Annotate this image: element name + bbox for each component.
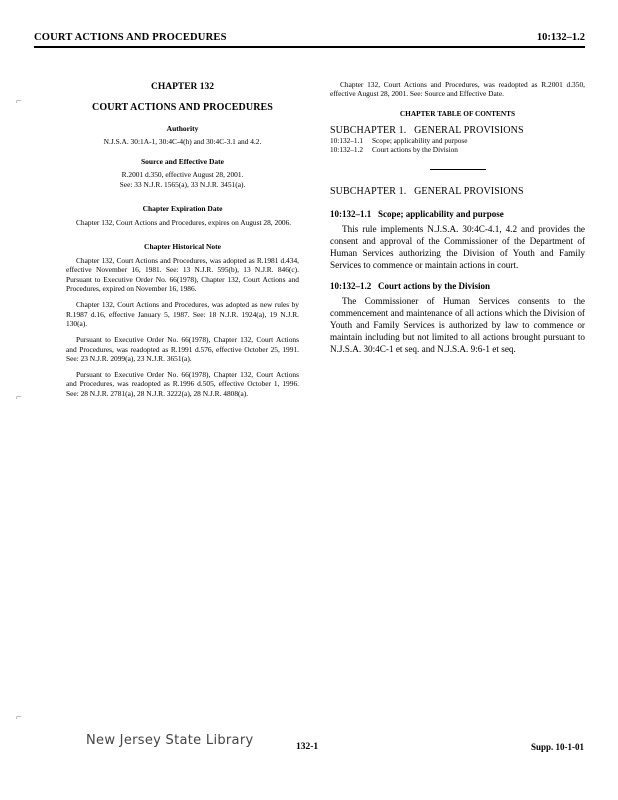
source-line: See: 33 N.J.R. 1565(a), 33 N.J.R. 3451(a).	[119, 179, 246, 189]
toc-entry-number: 10:132–1.2	[330, 144, 364, 154]
toc-entry-title: Scope; applicability and purpose	[372, 135, 468, 145]
toc-title: CHAPTER TABLE OF CONTENTS	[399, 108, 516, 118]
historical-note-paragraph: Chapter 132, Court Actions and Procedures, was adopted as new rules by R.1987 d.16, effective January 5, 1987. See: 18 N.J.R. 1924(a), 19 N.J.R. 130(a).	[66, 300, 299, 328]
expiration-text: Chapter 132, Court Actions and Procedures, expires on August 28, 2006.	[76, 217, 292, 227]
section-heading: 10:132–1.1 Scope; applicability and purpose	[330, 208, 504, 219]
source-heading: Source and Effective Date	[141, 157, 224, 167]
expiration-heading: Chapter Expiration Date	[142, 203, 223, 213]
toc-subchapter: SUBCHAPTER 1. GENERAL PROVISIONS	[330, 124, 524, 136]
binding-mark: ⌐	[16, 392, 22, 403]
supplement-date: Supp. 10-1-01	[530, 742, 584, 752]
toc-entry[interactable]	[330, 136, 585, 145]
binding-mark: ⌐	[16, 712, 22, 723]
readoption-note: Chapter 132, Court Actions and Procedures, was readopted as R.2001 d.350, effective August 28, 2001. See: Source and Effective Date.	[330, 80, 585, 99]
historical-note-paragraph: Chapter 132, Court Actions and Procedures, was adopted as R.1981 d.434, effective November 16, 1981. See: 13 N.J.R. 595(b), 13 N.J.R. 846(c). Pursuant to Executive Order No. 66(1978), Chapter 132, Court Actions and Procedures, expired on November 16, 1986.	[66, 256, 299, 294]
right-column	[330, 80, 585, 355]
header-title: COURT ACTIONS AND PROCEDURES	[34, 32, 227, 43]
section-text: This rule implements N.J.S.A. 30:4C-4.1, 4.2 and provides the consent and approval of the Commissioner of the Department of Human Services authorizing the Division of Youth and Family Services to commence or maintain actions in court.	[330, 223, 585, 270]
running-header	[34, 30, 585, 48]
source-line: R.2001 d.350, effective August 28, 2001.	[121, 170, 244, 180]
header-section-number: 10:132–1.2	[536, 32, 585, 43]
binding-mark: ⌐	[16, 96, 22, 107]
subchapter-heading: SUBCHAPTER 1. GENERAL PROVISIONS	[330, 185, 524, 197]
section-text: The Commissioner of Human Services consents to the commencement and maintenance of all actions which the Division of Youth and Family Services is authorized by law to commence or maintain including but not limited to all actions brought pursuant to N.J.S.A. 30:4C-1 et seq. and N.J.S.A. 9:6-1 et seq.	[330, 295, 585, 354]
toc-entry-number: 10:132–1.1	[330, 135, 364, 145]
library-watermark: New Jersey State Library	[86, 733, 254, 748]
historical-note-heading: Chapter Historical Note	[144, 242, 221, 252]
section-heading: 10:132–1.2 Court actions by the Division	[330, 280, 491, 291]
historical-note-paragraph: Pursuant to Executive Order No. 66(1978), Chapter 132, Court Actions and Procedures, was readopted as R.1996 d.505, effective October 1, 1996. See: 28 N.J.R. 2781(a), 28 N.J.R. 3222(a), 28 N.J.R. 4808(a).	[66, 370, 299, 398]
left-column	[66, 70, 299, 398]
chapter-number: CHAPTER 132	[150, 82, 215, 92]
authority-text: N.J.S.A. 30:1A-1, 30:4C-4(h) and 30:4C-3.1 and 4.2.	[103, 137, 262, 146]
historical-note-paragraph: Pursuant to Executive Order No. 66(1978), Chapter 132, Court Actions and Procedures, was readopted as R.1991 d.576, effective October 25, 1991. See: 23 N.J.R. 2099(a), 23 N.J.R. 3651(a).	[66, 335, 299, 363]
toc-entry-title: Court actions by the Division	[372, 144, 458, 154]
chapter-title: COURT ACTIONS AND PROCEDURES	[92, 102, 273, 113]
divider	[430, 169, 486, 170]
toc-entry[interactable]	[330, 145, 585, 154]
page-number: 132-1	[296, 742, 319, 752]
authority-heading: Authority	[166, 124, 199, 133]
